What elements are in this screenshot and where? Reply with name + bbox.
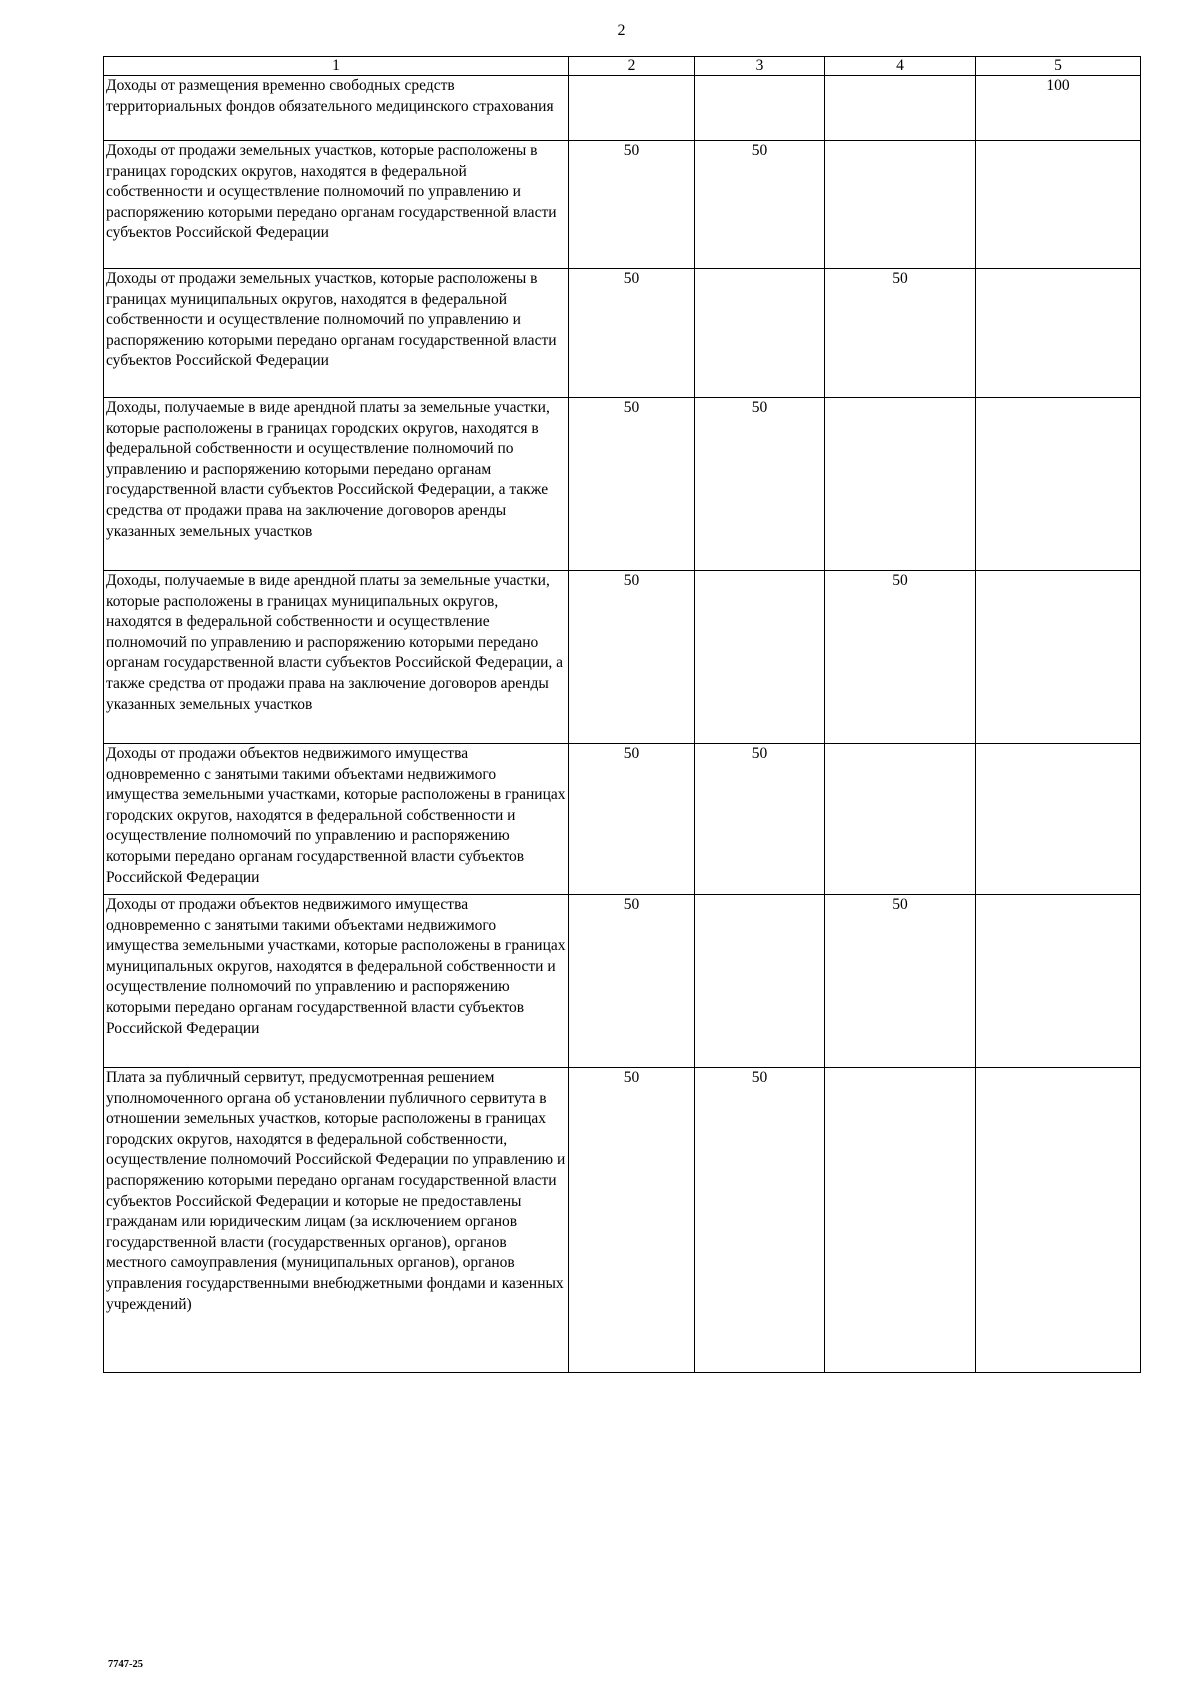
value-cell: 50 <box>695 1068 825 1373</box>
revenue-name-cell: Доходы от продажи земельных участков, которые расположены в границах муниципальных округов, находятся в федеральной собственности и осуществление полномочий по управлению и распоряжению которыми передано органам государственной власти субъектов Российской Федерации <box>104 269 569 398</box>
value-cell <box>976 571 1141 744</box>
revenue-name-cell: Доходы от продажи объектов недвижимого имущества одновременно с занятыми такими объектами недвижимого имущества земельными участками, которые расположены в границах городских округов, находятся в федеральной собственности и осуществление полномочий по управлению и распоряжению которыми передано органам государственной власти субъектов Российской Федерации <box>104 744 569 895</box>
table-row <box>104 744 1141 895</box>
revenue-name-cell: Доходы, получаемые в виде арендной платы за земельные участки, которые расположены в границах городских округов, находятся в федеральной собственности и осуществление полномочий по управлению и распоряжению которыми передано органам государственной власти субъектов Российской Федерации, а также средства от продажи права на заключение договоров аренды указанных земельных участков <box>104 398 569 571</box>
value-cell <box>976 895 1141 1068</box>
revenue-name-cell: Доходы от размещения временно свободных средств территориальных фондов обязательного медицинского страхования <box>104 76 569 141</box>
value-cell: 50 <box>569 141 695 269</box>
column-header: 3 <box>695 57 825 76</box>
column-header: 2 <box>569 57 695 76</box>
value-cell: 50 <box>569 744 695 895</box>
value-cell <box>695 571 825 744</box>
revenue-name-cell: Доходы, получаемые в виде арендной платы за земельные участки, которые расположены в границах муниципальных округов, находятся в федеральной собственности и осуществление полномочий по управлению и распоряжению которыми передано органам государственной власти субъектов Российской Федерации, а также средства от продажи права на заключение договоров аренды указанных земельных участков <box>104 571 569 744</box>
value-cell: 50 <box>825 895 976 1068</box>
value-cell: 50 <box>569 895 695 1068</box>
value-cell: 50 <box>695 141 825 269</box>
column-header: 4 <box>825 57 976 76</box>
value-cell <box>976 1068 1141 1373</box>
value-cell <box>976 269 1141 398</box>
table-row <box>104 398 1141 571</box>
value-cell <box>569 76 695 141</box>
value-cell: 50 <box>569 398 695 571</box>
value-cell <box>976 141 1141 269</box>
value-cell: 50 <box>825 571 976 744</box>
table-header-row <box>104 57 1141 76</box>
table-row <box>104 895 1141 1068</box>
value-cell <box>976 398 1141 571</box>
table-row <box>104 141 1141 269</box>
value-cell <box>825 141 976 269</box>
value-cell <box>825 1068 976 1373</box>
revenue-distribution-table <box>103 56 1141 1373</box>
value-cell: 50 <box>825 269 976 398</box>
value-cell: 50 <box>695 744 825 895</box>
value-cell <box>976 744 1141 895</box>
page-number: 2 <box>617 22 626 39</box>
value-cell: 100 <box>976 76 1141 141</box>
value-cell <box>695 76 825 141</box>
document-code: 7747-25 <box>108 1659 143 1670</box>
value-cell <box>825 744 976 895</box>
column-header: 1 <box>104 57 569 76</box>
value-cell: 50 <box>569 269 695 398</box>
value-cell <box>695 895 825 1068</box>
table-row <box>104 571 1141 744</box>
value-cell <box>695 269 825 398</box>
value-cell <box>825 398 976 571</box>
table-row <box>104 76 1141 141</box>
column-header: 5 <box>976 57 1141 76</box>
value-cell: 50 <box>695 398 825 571</box>
table-row <box>104 269 1141 398</box>
value-cell: 50 <box>569 571 695 744</box>
value-cell: 50 <box>569 1068 695 1373</box>
revenue-name-cell: Плата за публичный сервитут, предусмотренная решением уполномоченного органа об установлении публичного сервитута в отношении земельных участков, которые расположены в границах городских округов, находятся в федеральной собственности, осуществление полномочий Российской Федерации по управлению и распоряжению которыми передано органам государственной власти субъектов Российской Федерации и которые не предоставлены гражданам или юридическим лицам (за исключением органов государственной власти (государственных органов), органов местного самоуправления (муниципальных органов), органов управления государственными внебюджетными фондами и казенных учреждений) <box>104 1068 569 1373</box>
revenue-name-cell: Доходы от продажи земельных участков, которые расположены в границах городских округов, находятся в федеральной собственности и осуществление полномочий по управлению и распоряжению которыми передано органам государственной власти субъектов Российской Федерации <box>104 141 569 269</box>
value-cell <box>825 76 976 141</box>
table-row <box>104 1068 1141 1373</box>
revenue-name-cell: Доходы от продажи объектов недвижимого имущества одновременно с занятыми такими объектами недвижимого имущества земельными участками, которые расположены в границах муниципальных округов, находятся в федеральной собственности и осуществление полномочий по управлению и распоряжению которыми передано органам государственной власти субъектов Российской Федерации <box>104 895 569 1068</box>
